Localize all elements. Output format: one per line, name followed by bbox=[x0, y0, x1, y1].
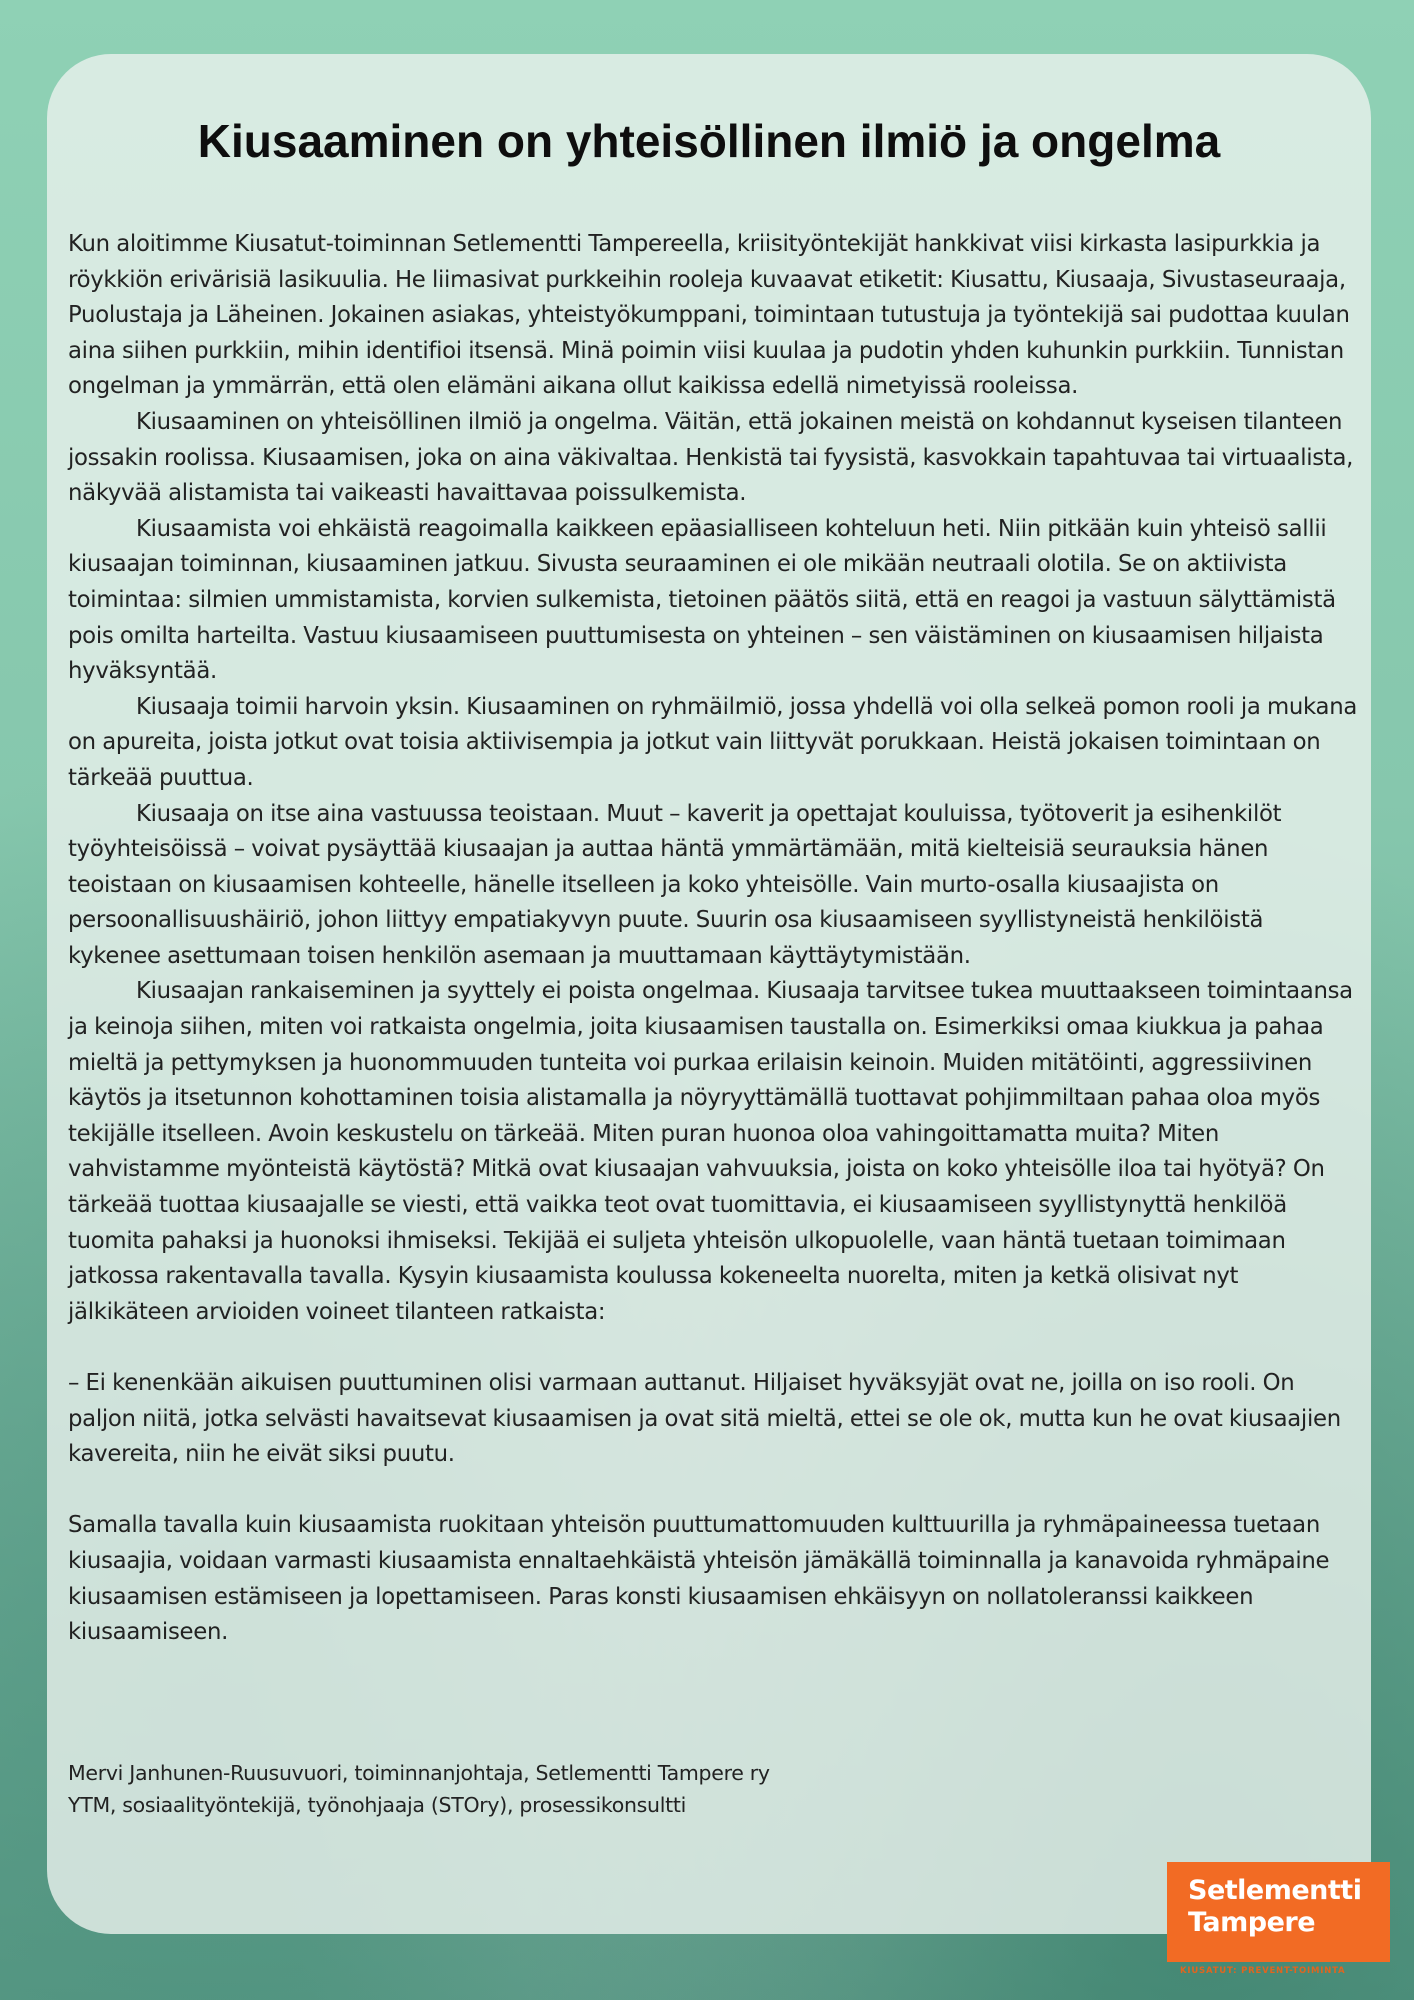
paragraph: Kiusaaja toimii harvoin yksin. Kiusaaminen on ryhmäilmiö, jossa yhdellä voi olla selkeä pomon rooli ja mukana on apureita, joista jotkut ovat toisia aktiivisempia ja jotkut vain liittyvät porukkaan. Heistä jokaisen toimintaan on tärkeää puuttua. bbox=[68, 693, 1358, 791]
paragraph: Kiusaamista voi ehkäistä reagoimalla kaikkeen epäasialliseen kohteluun heti. Niin pitkään kuin yhteisö sallii kiusaajan toiminnan, kiusaaminen jatkuu. Sivusta seuraaminen ei ole mikään neutraali olotila. Se on aktiivista toimintaa: silmien ummistamista, korvien sulkemista, tietoinen päätös siitä, että en reagoi ja vastuun sälyttämistä pois omilta harteilta. Vastuu kiusaamiseen puuttumisesta on yhteinen – sen väistäminen on kiusaamisen hiljaista hyväksyntää. bbox=[68, 515, 1336, 685]
paragraph: Kiusaaminen on yhteisöllinen ilmiö ja ongelma. Väitän, että jokainen meistä on kohdannut kyseisen tilanteen jossakin roolissa. Kiusaamisen, joka on aina väkivaltaa. Henkistä tai fyysistä, kasvokkain tapahtuvaa tai virtuaalista, näkyvää alistamista tai vaikeasti havaittavaa poissulkemista. bbox=[68, 408, 1354, 507]
page-title: Kiusaaminen on yhteisöllinen ilmiö ja ongelma bbox=[197, 115, 1221, 167]
article-body bbox=[68, 227, 1358, 1651]
author-signature bbox=[68, 1757, 1358, 1821]
paragraph: Kiusaajan rankaiseminen ja syyttely ei poista ongelmaa. Kiusaaja tarvitsee tukea muuttaakseen toimintaansa ja keinoja siihen, miten voi ratkaista ongelmia, joita kiusaamisen taustalla on. Esimerkiksi omaa kiukkua ja pahaa mieltä ja pettymyksen ja huonommuuden tunteita voi purkaa erilaisin keinoin. Muiden mitätöinti, aggressiivinen käytös ja itsetunnon kohottaminen toisia alistamalla ja nöyryyttämällä tuottavat pohjimmiltaan pahaa oloa myös tekijälle itselleen. Avoin keskustelu on tärkeää. Miten puran huonoa oloa vahingoittamatta muita? Miten vahvistamme myönteistä käytöstä? Mitkä ovat kiusaajan vahvuuksia, joista on koko yhteisölle iloa tai hyötyä? On tärkeää tuottaa kiusaajalle se viesti, että vaikka teot ovat tuomittavia, ei kiusaamiseen syyllistynyttä henkilöä tuomita pahaksi ja huonoksi ihmiseksi. Tekijää ei suljeta yhteisön ulkopuolelle, vaan häntä tuetaan toimimaan jatkossa rakentavalla tavalla. Kysyin kiusaamista koulussa kokeneelta nuorelta, miten ja ketkä olisivat nyt jälkikäteen arvioiden voineet tilanteen ratkaista: bbox=[68, 978, 1353, 1325]
paragraph-conclusion: Samalla tavalla kuin kiusaamista ruokitaan yhteisön puuttumattomuuden kulttuurilla ja ryhmäpaineessa tuetaan kiusaajia, voidaan varmasti kiusaamista ennaltaehkäistä yhteisön jämäkällä toiminnalla ja kanavoida ryhmäpaine kiusaamisen estämiseen ja lopettamiseen. Paras konsti kiusaamisen ehkäisyyn on nollatoleranssi kaikkeen kiusaamiseen. bbox=[68, 1512, 1330, 1646]
author-name-line: Mervi Janhunen-Ruusuvuori, toiminnanjohtaja, Setlementti Tampere ry bbox=[68, 1761, 770, 1785]
logo-tagline: KIUSATUT: PREVENT-TOIMINTA bbox=[1180, 1966, 1346, 1976]
setlementti-tampere-logo bbox=[1167, 1862, 1390, 1962]
logo-line-2: Tampere bbox=[1188, 1907, 1316, 1938]
paragraph-intro: Kun aloitimme Kiusatut-toiminnan Setlementti Tampereella, kriisityöntekijät hankkivat viisi kirkasta lasipurkkia ja röykkiön erivärisiä lasikuulia. He liimasivat purkkeihin rooleja kuvaavat etiketit: Kiusattu, Kiusaaja, Sivustaseuraaja, Puolustaja ja Läheinen. Jokainen asiakas, yhteistyökumppani, toimintaan tutustuja ja työntekijä sai pudottaa kuulan aina siihen purkkiin, mihin identifioi itsensä. Minä poimin viisi kuulaa ja pudotin yhden kuhunkin purkkiin. Tunnistan ongelman ja ymmärrän, että olen elämäni aikana ollut kaikissa edellä nimetyissä rooleissa. bbox=[68, 231, 1350, 400]
author-credentials-line: YTM, sosiaalityöntekijä, työnohjaaja (STOry), prosessikonsultti bbox=[68, 1793, 686, 1817]
article-card bbox=[47, 54, 1371, 1934]
logo-line-1: Setlementti bbox=[1188, 1875, 1362, 1906]
paragraph: Kiusaaja on itse aina vastuussa teoistaan. Muut – kaverit ja opettajat kouluissa, työtoverit ja esihenkilöt työyhteisöissä – voivat pysäyttää kiusaajan ja auttaa häntä ymmärtämään, mitä kielteisiä seurauksia hänen teoistaan on kiusaamisen kohteelle, hänelle itselleen ja koko yhteisölle. Vain murto-osalla kiusaajista on persoonallisuushäiriö, johon liittyy empatiakyvyn puute. Suurin osa kiusaamiseen syyllistyneistä henkilöistä kykenee asettumaan toisen henkilön asemaan ja muuttamaan käyttäytymistään. bbox=[68, 800, 1282, 969]
quote-paragraph: – Ei kenenkään aikuisen puuttuminen olisi varmaan auttanut. Hiljaiset hyväksyjät ovat ne, joilla on iso rooli. On paljon niitä, jotka selvästi havaitsevat kiusaamisen ja ovat sitä mieltä, ettei se ole ok, mutta kun he ovat kiusaajien kavereita, niin he eivät siksi puutu. bbox=[68, 1370, 1341, 1468]
